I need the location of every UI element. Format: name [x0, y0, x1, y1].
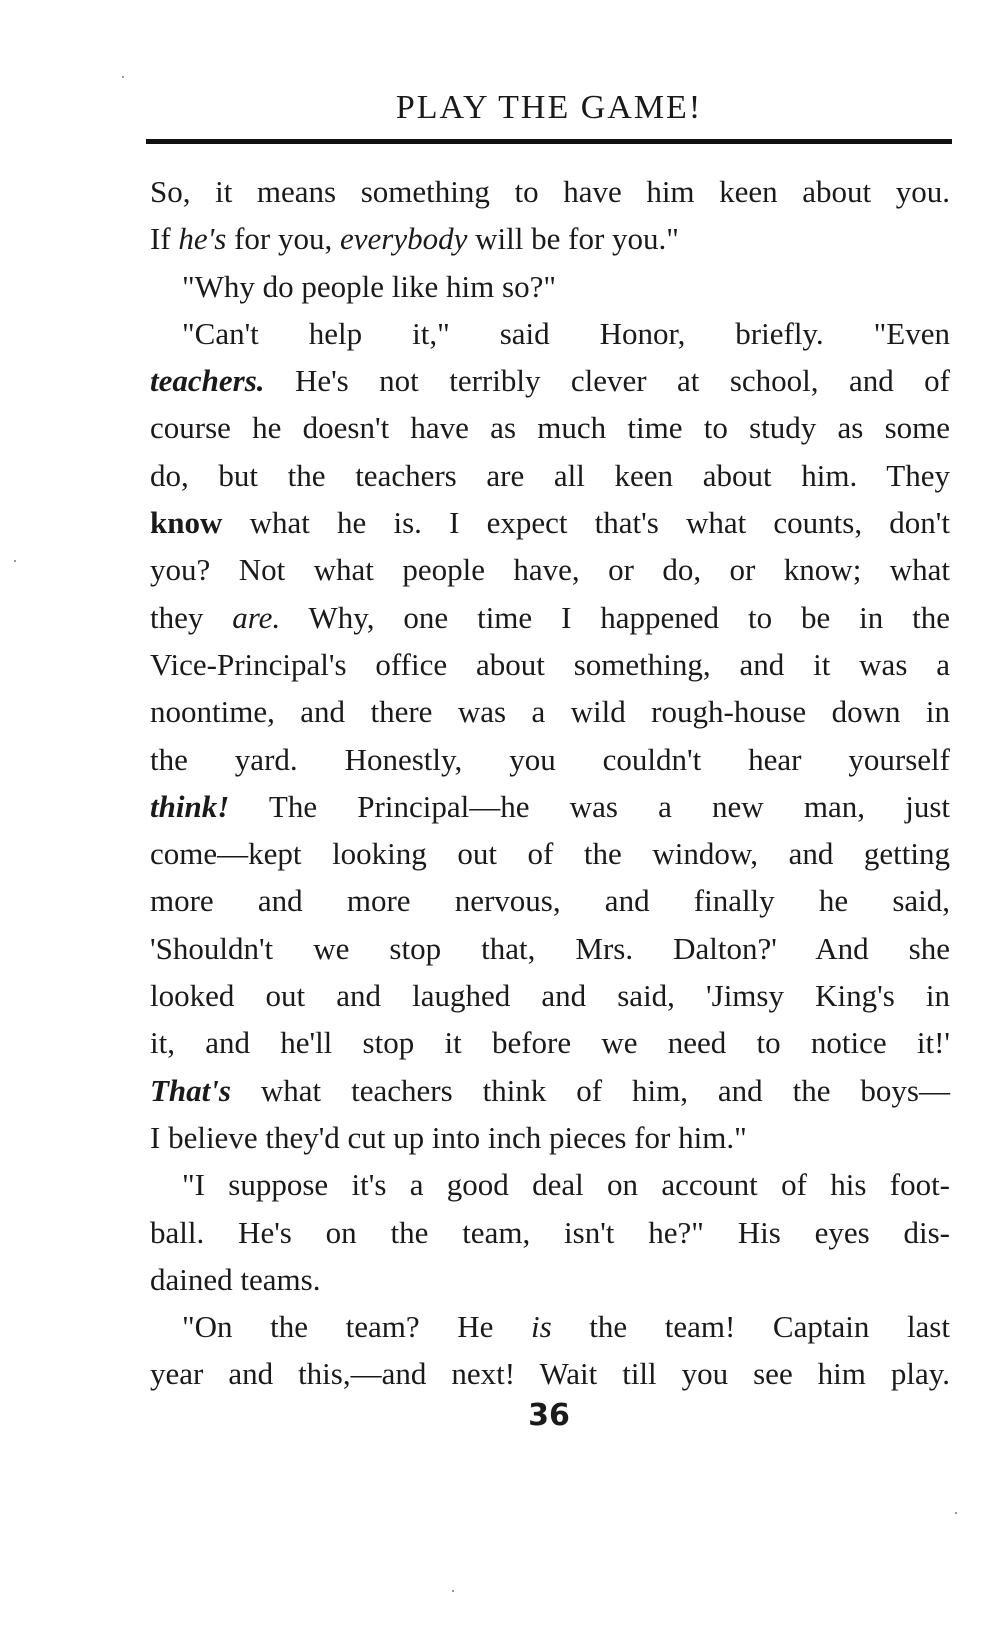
text-line — [150, 1114, 950, 1161]
text-run: come—kept looking out of the window, and getting — [150, 836, 950, 872]
text-run: "On the team? He — [182, 1309, 531, 1345]
emphasized-text — [150, 1073, 231, 1108]
text-line — [150, 1303, 950, 1350]
text-run: for you, — [226, 221, 341, 257]
body-text — [150, 168, 950, 1398]
emphasized-text: know — [150, 505, 223, 541]
emphasized-text: teachers. — [150, 363, 265, 399]
text-line — [150, 1209, 950, 1256]
text-line — [150, 830, 950, 877]
text-run: Vice-Principal's office about something, and it was a — [150, 646, 950, 682]
text-run: will be for you." — [467, 221, 679, 257]
text-line — [150, 499, 950, 546]
text-run: So, it means something to have him keen about you. — [150, 174, 950, 209]
text-run: you? Not what people have, or do, or know; what — [150, 552, 950, 588]
text-run: "Why do people like him so?" — [182, 268, 556, 304]
text-line — [150, 1350, 950, 1397]
text-run: year and this,—and next! Wait till you see him play. — [150, 1356, 950, 1392]
text-line — [150, 310, 950, 357]
emphasized-text: he's — [178, 221, 227, 257]
text-line — [150, 452, 950, 499]
text-line — [150, 1067, 950, 1114]
page-number: 36 — [528, 1398, 570, 1433]
text-run: the team! Captain last — [551, 1309, 950, 1345]
text-line — [150, 594, 950, 641]
text-run: what he is. I expect that's what counts, don't — [222, 505, 950, 541]
text-run: more and more nervous, and finally he said, — [150, 883, 950, 919]
text-line — [150, 688, 950, 735]
text-run: He's not terribly clever at school, and of — [264, 363, 950, 399]
paper-speck — [122, 76, 124, 78]
text-run: do, but the teachers are all keen about him. They — [150, 457, 950, 493]
paper-speck — [14, 560, 16, 562]
emphasized-text: think! — [150, 788, 230, 824]
running-header: PLAY THE GAME! — [395, 89, 703, 126]
emphasized-text — [150, 363, 265, 398]
text-run: course he doesn't have as much time to study as some — [150, 410, 950, 446]
text-line — [150, 263, 950, 310]
text-line — [150, 783, 950, 830]
emphasized-text — [150, 789, 229, 824]
paper-speck — [955, 1512, 957, 1514]
text-line — [150, 404, 950, 451]
emphasized-text: everybody — [340, 221, 468, 257]
text-run: what teachers think of him, and the boys— — [230, 1072, 950, 1108]
text-run: 'Shouldn't we stop that, Mrs. Dalton?' And she — [150, 930, 950, 966]
text-run: the yard. Honestly, you couldn't hear yourself — [150, 741, 950, 777]
text-run: "I suppose it's a good deal on account of his foot- — [182, 1167, 950, 1203]
text-run: Why, one time I happened to be in the — [280, 599, 950, 635]
text-line — [150, 972, 950, 1019]
text-line — [150, 546, 950, 593]
text-run: "Can't help it," said Honor, briefly. "Even — [182, 315, 950, 351]
paper-speck — [452, 1590, 454, 1592]
text-line — [150, 168, 950, 215]
text-run: dained teams. — [150, 1261, 321, 1297]
text-run: ball. He's on the team, isn't he?" His eyes dis- — [150, 1214, 950, 1250]
header-rule — [146, 139, 952, 144]
emphasized-text: That's — [150, 1072, 231, 1108]
text-run: The Principal—he was a new man, just — [229, 788, 950, 824]
emphasized-text: are. — [232, 599, 281, 635]
text-line — [150, 736, 950, 783]
text-line — [150, 877, 950, 924]
text-line — [150, 1019, 950, 1066]
text-run: they — [150, 599, 233, 635]
text-line — [150, 641, 950, 688]
text-run: it, and he'll stop it before we need to notice it!' — [150, 1025, 950, 1061]
text-run: looked out and laughed and said, 'Jimsy King's in — [150, 978, 950, 1014]
text-line — [150, 215, 950, 262]
text-line — [150, 1256, 950, 1303]
text-line — [150, 925, 950, 972]
text-line — [150, 1161, 950, 1208]
text-line — [150, 357, 950, 404]
emphasized-text: is — [530, 1309, 552, 1345]
text-run: noontime, and there was a wild rough-house down in — [150, 694, 950, 730]
text-run: If — [150, 221, 179, 257]
text-run: I believe they'd cut up into inch pieces for him." — [150, 1119, 747, 1155]
